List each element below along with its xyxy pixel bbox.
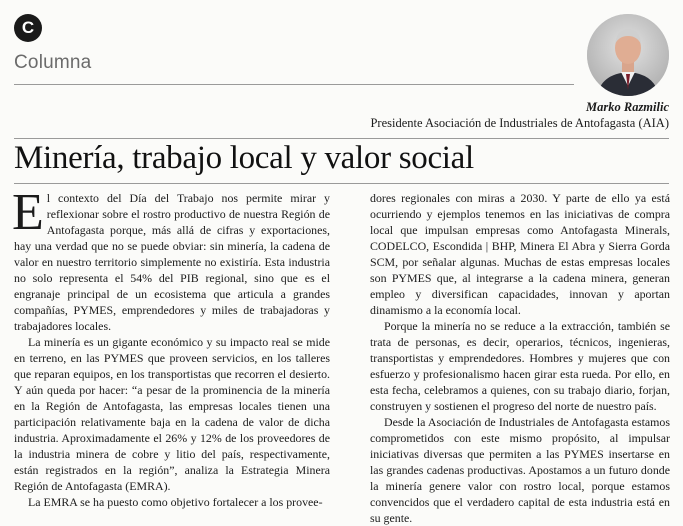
article-paragraph-2: La minería es un gigante económico y su impacto real se mide en terreno, en las PYMES que proveen servicios, en los talleres que reparan equipos, en los transportistas que recorren el desierto. Y aún queda por hacer: “a pesar de la prominencia de la minería en la Región de Antofagasta, las empresas locales tienen una participación relativamente baja en la cadena de valor de dicha industria. Aproximadamente el 26% y 12% de los proveedores de la industria minera de cobre y litio del país, respectivamente, están registrados en la región”, analiza la Estrategia Minera Región de Antofagasta (EMRA). bbox=[14, 335, 330, 493]
article-paragraph-3-start: La EMRA se ha puesto como objetivo fortalecer a los provee- bbox=[28, 495, 323, 509]
section-divider bbox=[14, 84, 574, 85]
author-photo bbox=[587, 14, 669, 96]
article-paragraph-1 bbox=[12, 184, 330, 334]
article-headline: Minería, trabajo local y valor social bbox=[14, 140, 474, 176]
article-paragraph-4: Porque la minería no se reduce a la extracción, también se trata de personas, es decir, operarios, técnicos, ingenieras, transportistas y emprendedores. Hombres y mujeres que con esfuerzo y profesionalismo hacen girar esta rueda. Por ello, en esta fecha, celebramos a quienes, con su trabajo diario, forjan, construyen y sostienen el progreso del norte de nuestro país. bbox=[370, 319, 670, 413]
column-badge bbox=[14, 14, 42, 42]
author-role: Presidente Asociación de Industriales de Antofagasta (AIA) bbox=[370, 116, 669, 130]
author-portrait-image bbox=[587, 14, 669, 96]
headline-bottom-divider bbox=[14, 183, 669, 184]
column-badge-letter: C bbox=[21, 18, 35, 37]
article-paragraph-3-end: dores regionales con miras a 2030. Y parte de ello ya está ocurriendo y ejemplos tenemos en las iniciativas de compra local que impulsan empresas como Antofagasta Minerals, CODELCO, Escondida | BHP, Minera El Abra y Sierra Gorda SCM, por señalar algunas. Muchas de estas empresas locales son PYMES que, al integrarse a la cadena minera, generan empleo y diversifican capacidades, innovan y aportan dinamismo a la economía local. bbox=[370, 191, 670, 317]
headline-top-divider bbox=[14, 138, 669, 139]
paragraph-1-text: l contexto del Día del Trabajo nos permite mirar y reflexionar sobre el rostro productivo de nuestra Región de Antofagasta porque, más allá de cifras y exportaciones, hay una verdad que no se puede obviar: sin minería, la cadena de valor en nuestro territorio simplemente no existiría. Esta industria no solo representa el 54% del PIB regional, sino que es el engranaje principal de un ecosistema que articula a grandes compañías, PYMES, emprendedores y miles de trabajadoras y trabajadores locales. bbox=[14, 191, 330, 333]
author-name: Marko Razmilic bbox=[586, 100, 669, 114]
drop-cap: E bbox=[12, 184, 44, 241]
article-column-left bbox=[12, 184, 330, 510]
section-label: Columna bbox=[14, 52, 92, 73]
article-column-right bbox=[370, 190, 670, 526]
article-paragraph-5: Desde la Asociación de Industriales de Antofagasta estamos comprometidos con este mismo propósito, al impulsar iniciativas diversas que permiten a las PYMES insertarse en las grandes cadenas productivas. Apostamos a un futuro donde la minería genere valor con rostro local, porque estamos convencidos que el verdadero capital de esta industria está en su gente. bbox=[370, 415, 670, 525]
